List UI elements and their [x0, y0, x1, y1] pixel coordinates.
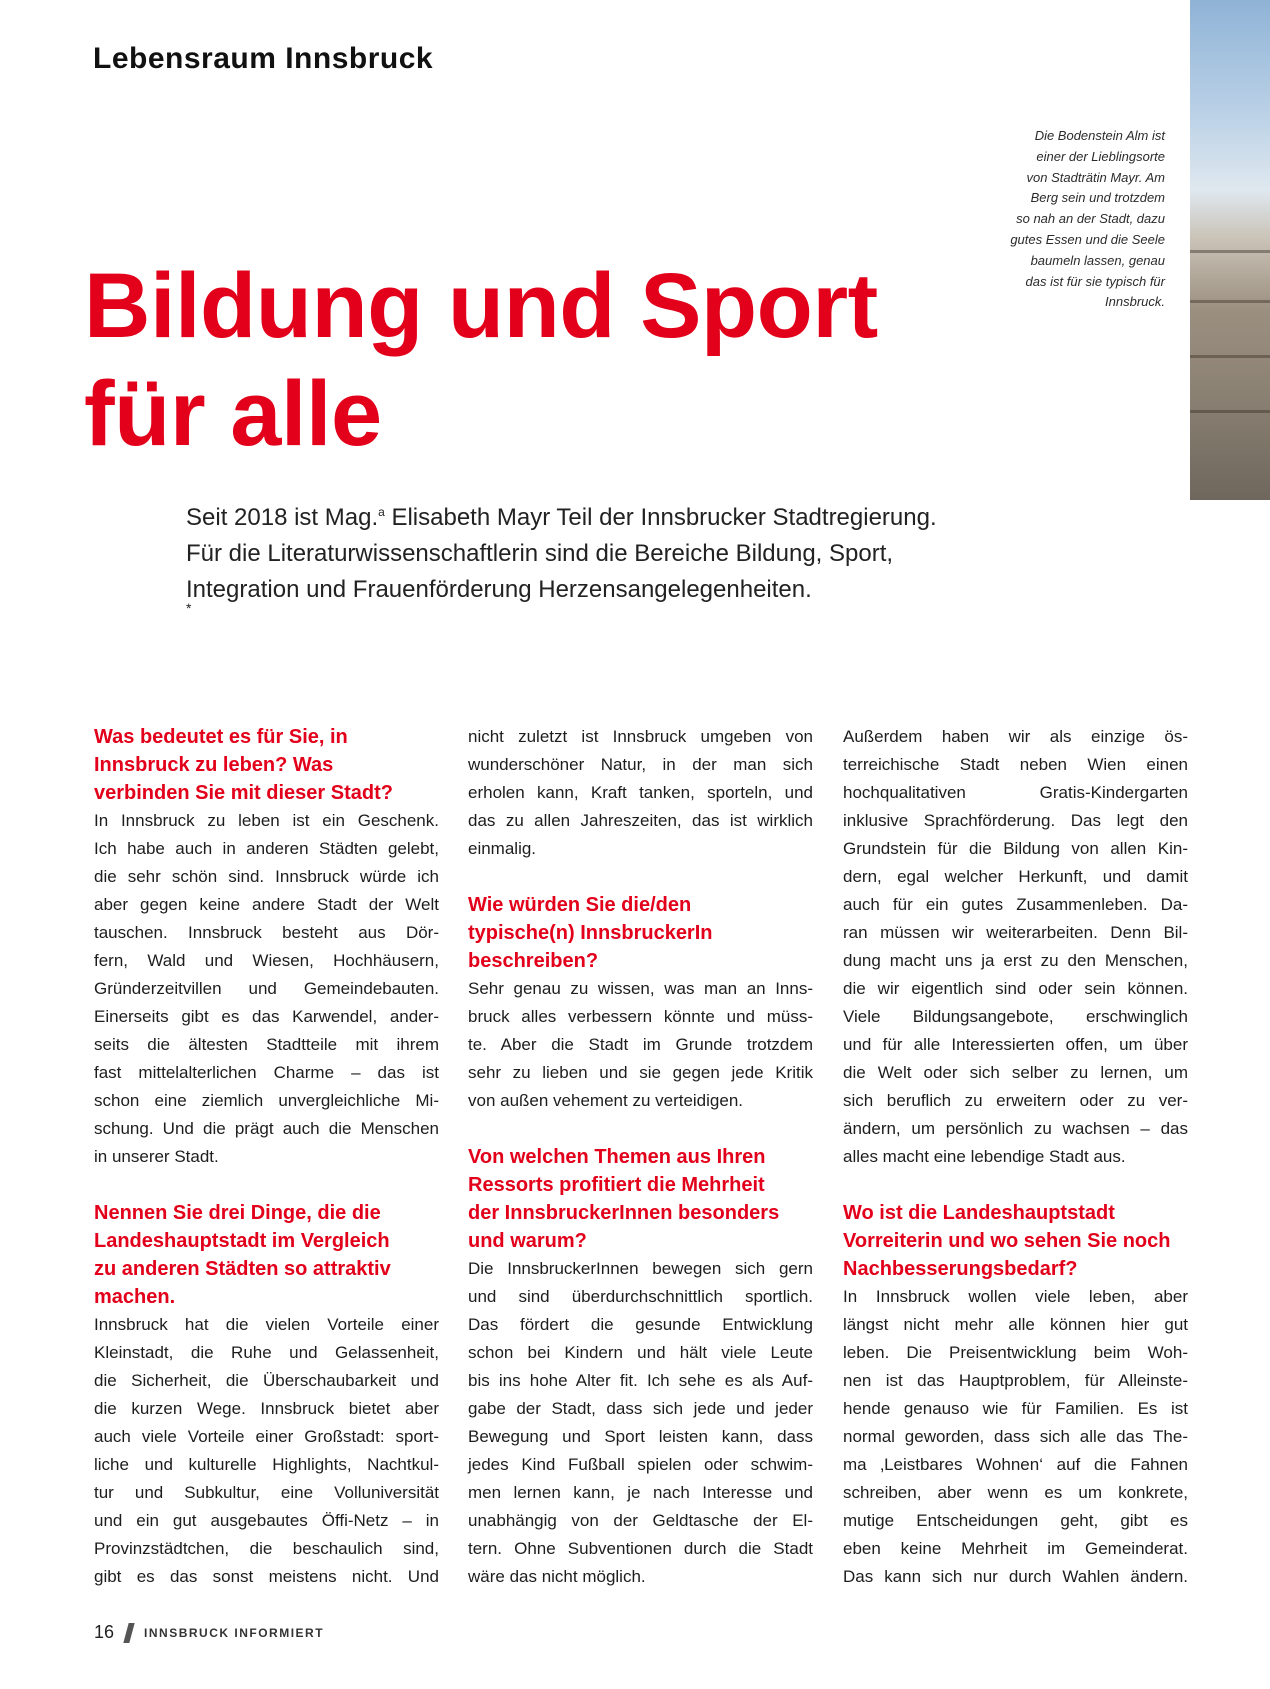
photo-caption: Die Bodenstein Alm ist einer der Lieblingsorte von Stadträtin Mayr. Am Berg sein und trotzdem so nah an der Stadt, dazu gutes Essen und die Seele baumeln lassen, genau das ist für sie typisch für Innsbruck.: [1010, 128, 1165, 310]
column-3: [843, 723, 1188, 1591]
column-2: [468, 723, 813, 1591]
page-footer: [94, 1622, 324, 1643]
question-heading: Was bedeutet es für Sie, in Innsbruck zu leben? Was verbinden Sie mit dieser Stadt?: [94, 726, 393, 804]
section-title: Lebensraum Innsbruck: [93, 42, 434, 75]
magazine-name: INNSBRUCK INFORMIERT: [144, 1625, 325, 1640]
photo-bench-plank: [1190, 355, 1270, 358]
headline-line-2: für alle: [84, 363, 382, 465]
photo-strip: [1190, 0, 1270, 500]
answer-paragraph: Die InnsbruckerInnen bewegen sich gern und sind überdurchschnittlich sportlich. Das fördert die gesunde Entwicklung schon bei Kindern und hält viele Leute bis ins hohe Alter fit. Ich sehe es als Auf- gabe der Stadt, dass sich jede und jeder Bewegung und Sport leisten kann, dass jedes Kind Fußball spielen oder schwim- men lernen kann, je nach Interesse und unabhängig von der Geldtasche der El- tern. Ohne Subventionen durch die Stadt wäre das nicht möglich.: [468, 1259, 813, 1586]
headline: [84, 252, 878, 468]
photo-bench-plank: [1190, 300, 1270, 303]
question-heading: Von welchen Themen aus Ihren Ressorts profitiert die Mehrheit der InnsbruckerInnen besonders und warum?: [468, 1146, 780, 1252]
photo-bench-plank: [1190, 410, 1270, 413]
question-heading: Wo ist die Landeshauptstadt Vorreiterin und wo sehen Sie noch Nachbesserungsbedarf?: [843, 1202, 1171, 1280]
intro-paragraph: Seit 2018 ist Mag.$^a$ Elisabeth Mayr Teil der Innsbrucker Stadtregierung. Für die Literaturwissenschaftlerin sind die Bereiche Bildung, Sport, Integration und Frauenförderung Herzensangelegenheiten. *: [186, 504, 937, 616]
question-heading: Nennen Sie drei Dinge, die die Landeshauptstadt im Vergleich zu anderen Städten so attraktiv machen.: [94, 1202, 391, 1308]
photo-bench-plank: [1190, 250, 1270, 253]
answer-paragraph: In Innsbruck zu leben ist ein Geschenk. Ich habe auch in anderen Städten gelebt, die sehr schön sind. Innsbruck würde ich aber gegen keine andere Stadt der Welt tauschen. Innsbruck besteht aus Dör- fern, Wald und Wiesen, Hochhäusern, Gründerzeitvillen und Gemeindebauten. Einerseits gibt es das Karwendel, ander- seits die ältesten Stadtteile mit ihrem fast mittelalterlichen Charme – das ist schon eine ziemlich unvergleichliche Mi- schung. Und die prägt auch die Menschen in unserer Stadt.: [94, 811, 439, 1166]
slash-divider: [123, 1623, 134, 1643]
answer-paragraph: Innsbruck hat die vielen Vorteile einer Kleinstadt, die Ruhe und Gelassenheit, die Sicherheit, die Überschaubarkeit und die kurzen Wege. Innsbruck bietet aber auch viele Vorteile einer Großstadt: sport- liche und kulturelle Highlights, Nachtkul- tur und Subkultur, eine Volluniversität und ein gut ausgebautes Öffi-Netz – in Provinzstädtchen, die beschaulich sind, gibt es das sonst meistens nicht. Und: [94, 1315, 439, 1586]
page-number: 16: [94, 1622, 115, 1642]
question-heading: Wie würden Sie die/den typische(n) InnsbruckerIn beschreiben?: [468, 894, 713, 972]
answer-paragraph: Außerdem haben wir als einzige ös- terreichische Stadt neben Wien einen hochqualitativen Gratis-Kindergarten inklusive Sprachförderung. Das legt den Grundstein für die Bildung von allen Kin- dern, egal welcher Herkunft, und damit auch für ein gutes Zusammenleben. Da- ran müssen wir weiterarbeiten. Denn Bil- dung macht uns ja erst zu den Menschen, die wir eigentlich sind oder sein können. Viele Bildungsangebote, erschwinglich und für alle Interessierten offen, um über die Welt oder sich selber zu lernen, um sich beruflich zu erweitern oder zu ver- ändern, um persönlich zu wachsen – das alles macht eine lebendige Stadt aus.: [843, 727, 1188, 1166]
answer-paragraph: In Innsbruck wollen viele leben, aber längst nicht mehr alle können hier gut leben. Die Preisentwicklung beim Woh- nen ist das Hauptproblem, für Alleinste- hende genauso wie für Familien. Es ist normal geworden, dass sich alle das The- ma ‚Leistbares Wohnen‘ auf die Fahnen schreiben, aber wenn es um konkrete, mutige Entscheidungen geht, gibt es eben keine Mehrheit im Gemeinderat. Das kann sich nur durch Wahlen ändern.: [843, 1287, 1188, 1586]
answer-paragraph: Sehr genau zu wissen, was man an Inns- bruck alles verbessern könnte und müss- te. Aber die Stadt im Grunde trotzdem sehr zu lieben und sie gegen jede Kritik von außen vehement zu verteidigen.: [468, 979, 813, 1110]
column-1: [94, 723, 439, 1591]
answer-paragraph: nicht zuletzt ist Innsbruck umgeben von wunderschöner Natur, in der man sich erholen kann, Kraft tanken, sporteln, und das zu allen Jahreszeiten, das ist wirklich einmalig.: [468, 727, 813, 858]
headline-line-1: Bildung und Sport: [84, 255, 878, 357]
